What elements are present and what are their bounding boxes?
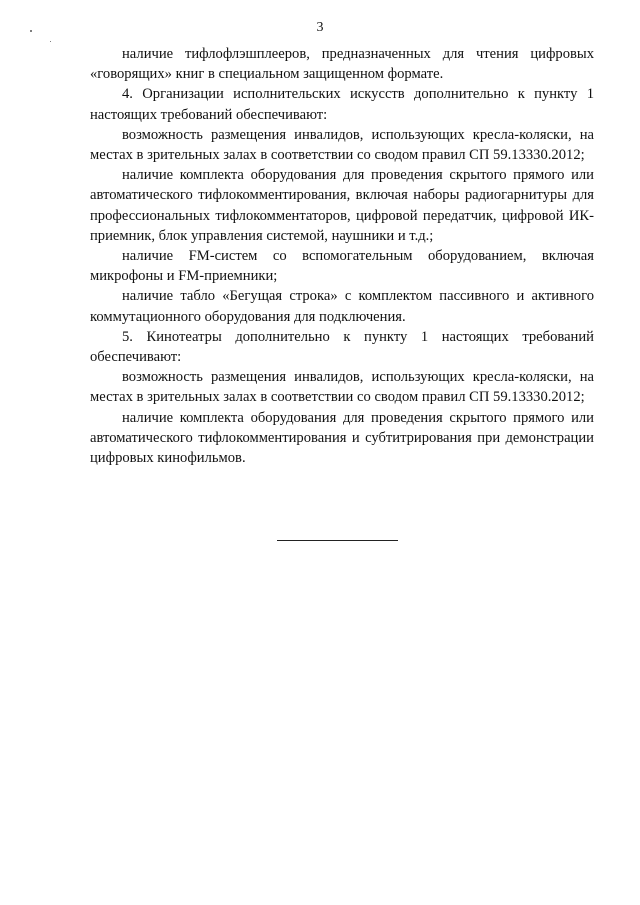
scan-speck xyxy=(30,30,32,32)
document-body xyxy=(90,44,594,468)
paragraph-item-4-heading: 4. Организации исполнительских искусств дополнительно к пункту 1 настоящих требований обеспечивают: xyxy=(90,86,594,123)
paragraph-wheelchair-seating: возможность размещения инвалидов, использующих кресла-коляски, на местах в зрительных залах в соответствии со сводом правил СП 59.13330.2012; xyxy=(90,126,594,164)
scan-speck xyxy=(50,41,51,42)
paragraph-running-line-board: наличие табло «Бегущая строка» с комплектом пассивного и активного коммутационного оборудования для подключения. xyxy=(90,288,594,325)
paragraph-tiflocommentary-equipment: наличие комплекта оборудования для проведения скрытого прямого или автоматического тифлокомментирования, включая наборы радиогарнитуры для профессиональных тифлокомментаторов, цифровой передатчик, цифровой ИК-приемник, блок управления системой, наушники и т.д.; xyxy=(90,167,594,244)
page-number: 3 xyxy=(316,20,324,35)
paragraph-cinema-wheelchair-seating: возможность размещения инвалидов, использующих кресла-коляски, на местах в зрительных залах в соответствии со сводом правил СП 59.13330.2012; xyxy=(90,369,594,406)
paragraph-item-5-heading: 5. Кинотеатры дополнительно к пункту 1 настоящих требований обеспечивают: xyxy=(90,328,594,366)
paragraph-tiflo-flash-players: наличие тифлофлэшплееров, предназначенных для чтения цифровых «говорящих» книг в специальном защищенном формате. xyxy=(90,46,594,83)
paragraph-cinema-equipment: наличие комплекта оборудования для проведения скрытого прямого или автоматического тифлокомментирования и субтитрирования при демонстрации цифровых кинофильмов. xyxy=(90,409,594,467)
paragraph-fm-systems: наличие FM-систем со вспомогательным оборудованием, включая микрофоны и FM-приемники; xyxy=(90,248,594,285)
closing-divider-line xyxy=(277,540,398,541)
